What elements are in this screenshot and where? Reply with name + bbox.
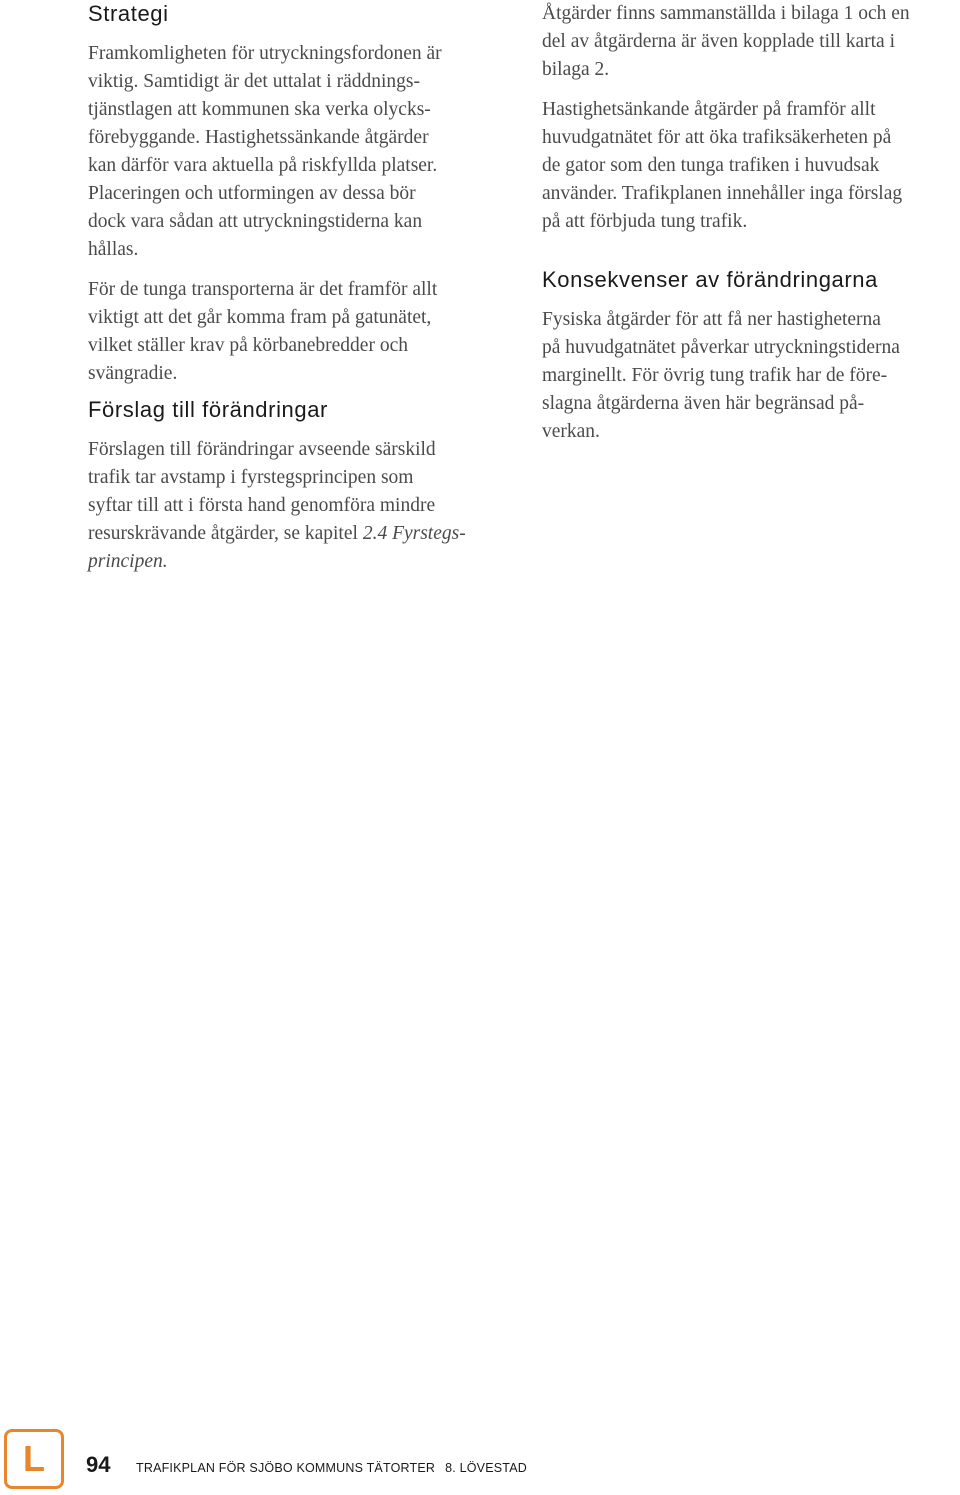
text-line: tjänstlagen att kommunen ska verka olycks- [88,99,431,120]
chapter-logo [4,1429,64,1489]
running-title [136,1460,527,1476]
text-line: del av åtgärderna är även kopplade till karta i [542,31,895,52]
text-line [88,520,508,548]
text-line: de gator som den tunga trafiken i huvudsak [542,155,880,176]
text-line: på att förbjuda tung trafik. [542,211,748,232]
paragraph-strategi-2 [88,276,508,388]
heading-forslag: Förslag till förändringar [88,397,328,422]
text-line: viktig. Samtidigt är det uttalat i räddnings- [88,71,420,92]
document-title: TRAFIKPLAN FÖR SJÖBO KOMMUNS TÄTORTER [136,1461,436,1475]
text-line: Åtgärder finns sammanställda i bilaga 1 och en [542,3,910,24]
page-number: 94 [86,1452,111,1477]
right-column [542,0,960,446]
chapter-reference-cont: principen. [88,551,168,572]
text-line: trafik tar avstamp i fyrstegsprincipen som [88,467,414,488]
paragraph-strategi-1 [88,40,508,264]
chapter-reference: 2.4 Fyrstegs- [362,523,466,544]
text-line: dock vara sådan att utryckningstiderna kan [88,211,423,232]
text-line: på huvudgatnätet påverkar utryckningstiderna [542,337,900,358]
section-title: 8. LÖVESTAD [445,1461,527,1475]
text-line: huvudgatnätet för att öka trafiksäkerheten på [542,127,892,148]
text-line: Fysiska åtgärder för att få ner hastigheterna [542,309,881,330]
text-line: Hastighetsänkande åtgärder på framför allt [542,99,876,120]
paragraph-atgarder [542,0,960,84]
text-line: marginellt. För övrig tung trafik har de före- [542,365,888,386]
text-line: viktigt att det går komma fram på gatunätet, [88,307,432,328]
heading-strategi: Strategi [88,1,169,26]
paragraph-hastighet [542,96,960,236]
paragraph-forslag [88,436,508,576]
text-line: vilket ställer krav på körbanebredder och [88,335,408,356]
paragraph-konsekvenser [542,306,960,446]
text-line: Placeringen och utformingen av dessa bör [88,183,416,204]
text-line: kan därför vara aktuella på riskfyllda platser. [88,155,438,176]
chapter-letter: L [23,1438,45,1479]
text-line: För de tunga transporterna är det framför allt [88,279,438,300]
page-footer [0,1428,960,1495]
text-line: Framkomligheten för utryckningsfordonen är [88,43,442,64]
text-line: Förslagen till förändringar avseende särskild [88,439,436,460]
text-line: slagna åtgärderna även här begränsad på- [542,393,865,414]
heading-konsekvenser: Konsekvenser av förändringarna [542,267,878,292]
left-column [88,0,508,576]
text-line [88,548,508,576]
text-line: svängradie. [88,363,178,384]
text-run: resurskrävande åtgärder, se kapitel [88,523,363,544]
text-line: hållas. [88,239,139,260]
text-line: bilaga 2. [542,59,610,80]
text-line: syftar till att i första hand genomföra mindre [88,495,436,516]
text-line: förebyggande. Hastighetssänkande åtgärder [88,127,429,148]
text-line: verkan. [542,421,600,442]
text-line: använder. Trafikplanen innehåller inga förslag [542,183,903,204]
